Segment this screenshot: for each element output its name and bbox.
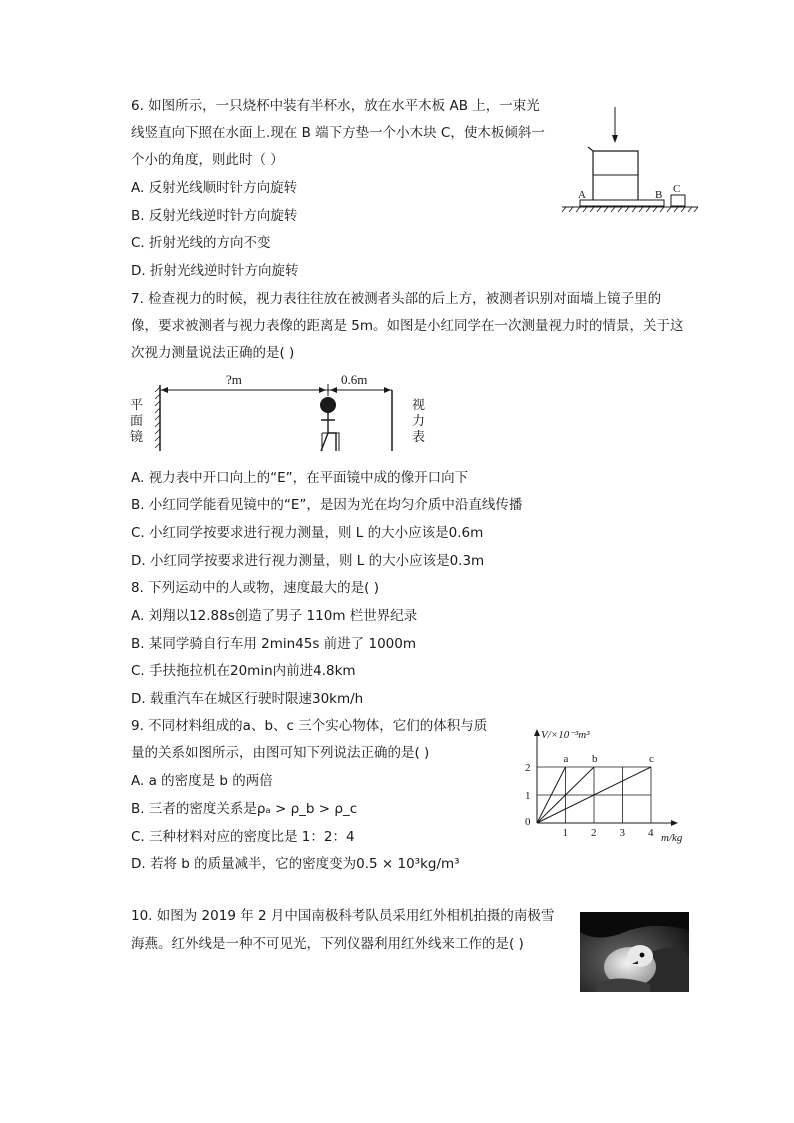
q6-beaker-figure <box>558 103 708 215</box>
q8-option-b: B. 某同学骑自行车用 2min45s 前进了 1000m <box>131 636 416 652</box>
x-tick-label: 4 <box>648 827 654 839</box>
q6-option-b: B. 反射光线逆时针方向旋转 <box>131 208 298 224</box>
q8-option-c: C. 手扶拖拉机在20min内前进4.8km <box>131 663 356 679</box>
q7-stem-line-3: 次视力测量说法正确的是( ) <box>131 345 295 361</box>
q10-stem-line-1: 10. 如图为 2019 年 2 月中国南极科考队员采用红外相机拍摄的南极雪 <box>131 908 555 924</box>
y-axis-label: V/×10⁻³m³ <box>541 729 590 741</box>
chart-label-2: 力 <box>412 414 426 429</box>
snow-petrel-photo <box>580 912 689 992</box>
y-tick-label: 2 <box>525 762 531 774</box>
x-tick-label: 2 <box>591 827 597 839</box>
series-label-c: c <box>649 753 654 765</box>
x-tick-label: 3 <box>619 827 625 839</box>
x-tick-label: 1 <box>562 827 568 839</box>
q6-option-c: C. 折射光线的方向不变 <box>131 235 271 251</box>
y-tick-label: 0 <box>525 816 531 828</box>
volume-mass-chart <box>515 722 700 850</box>
distance-right-label: 0.6m <box>341 372 368 387</box>
mirror-label-2: 面 <box>130 414 144 429</box>
chart-label-3: 表 <box>412 430 426 445</box>
q6-option-d: D. 折射光线逆时针方向旋转 <box>131 263 299 279</box>
q7-stem-line-2: 像，要求被测者与视力表像的距离是 5m。如图是小红同学在一次测量视力时的情景，关于这 <box>131 318 684 334</box>
q9-option-b: B. 三者的密度关系是ρₐ > ρ_b > ρ_c <box>131 801 358 817</box>
q9-option-d: D. 若将 b 的质量减半，它的密度变为0.5 × 10³kg/m³ <box>131 856 460 872</box>
distance-left-label: ?m <box>226 372 242 387</box>
q7-option-c: C. 小红同学按要求进行视力测量，则 L 的大小应该是0.6m <box>131 525 484 541</box>
q6-stem-line-2: 线竖直向下照在水面上.现在 B 端下方垫一个小木块 C，使木板倾斜一 <box>131 125 545 141</box>
x-axis-label: m/kg <box>661 832 683 844</box>
q6-stem-line-3: 个小的角度，则此时（ ） <box>131 152 284 168</box>
q9-stem-line-1: 9. 不同材料组成的a、b、c 三个实心物体，它们的体积与质 <box>131 718 488 734</box>
q7-option-a: A. 视力表中开口向上的“E”，在平面镜中成的像开口向下 <box>131 470 469 486</box>
label-c: C <box>673 183 681 195</box>
q9-option-a: A. a 的密度是 b 的两倍 <box>131 773 273 789</box>
mirror-label-3: 镜 <box>130 430 144 445</box>
q6-stem-line-1: 6. 如图所示，一只烧杯中装有半杯水，放在水平木板 AB 上，一束光 <box>131 98 540 114</box>
q9-option-c: C. 三种材料对应的密度比是 1：2：4 <box>131 829 355 845</box>
mirror-label-1: 平 <box>130 398 144 413</box>
y-tick-label: 1 <box>525 790 531 802</box>
q7-eye-test-figure <box>128 367 428 457</box>
label-a: A <box>578 189 586 201</box>
q8-option-d: D. 载重汽车在城区行驶时限速30km/h <box>131 691 364 707</box>
q7-option-d: D. 小红同学按要求进行视力测量，则 L 的大小应该是0.3m <box>131 553 485 569</box>
series-label-b: b <box>592 753 598 765</box>
chart-label-1: 视 <box>412 398 426 413</box>
q9-stem-line-2: 量的关系如图所示，由图可知下列说法正确的是( ) <box>131 745 430 761</box>
series-label-a: a <box>563 753 569 765</box>
q7-option-b: B. 小红同学能看见镜中的“E”，是因为光在均匀介质中沿直线传播 <box>131 497 523 513</box>
q6-option-a: A. 反射光线顺时针方向旋转 <box>131 180 298 196</box>
q7-stem-line-1: 7. 检查视力的时候，视力表往往放在被测者头部的后上方，被测者识别对面墙上镜子里的 <box>131 291 662 307</box>
label-b: B <box>655 189 663 201</box>
q8-stem: 8. 下列运动中的人或物，速度最大的是( ) <box>131 580 379 596</box>
q8-option-a: A. 刘翔以12.88s创造了男子 110m 栏世界纪录 <box>131 608 418 624</box>
q10-stem-line-2: 海燕。红外线是一种不可见光，下列仪器利用红外线来工作的是( ) <box>131 936 524 952</box>
